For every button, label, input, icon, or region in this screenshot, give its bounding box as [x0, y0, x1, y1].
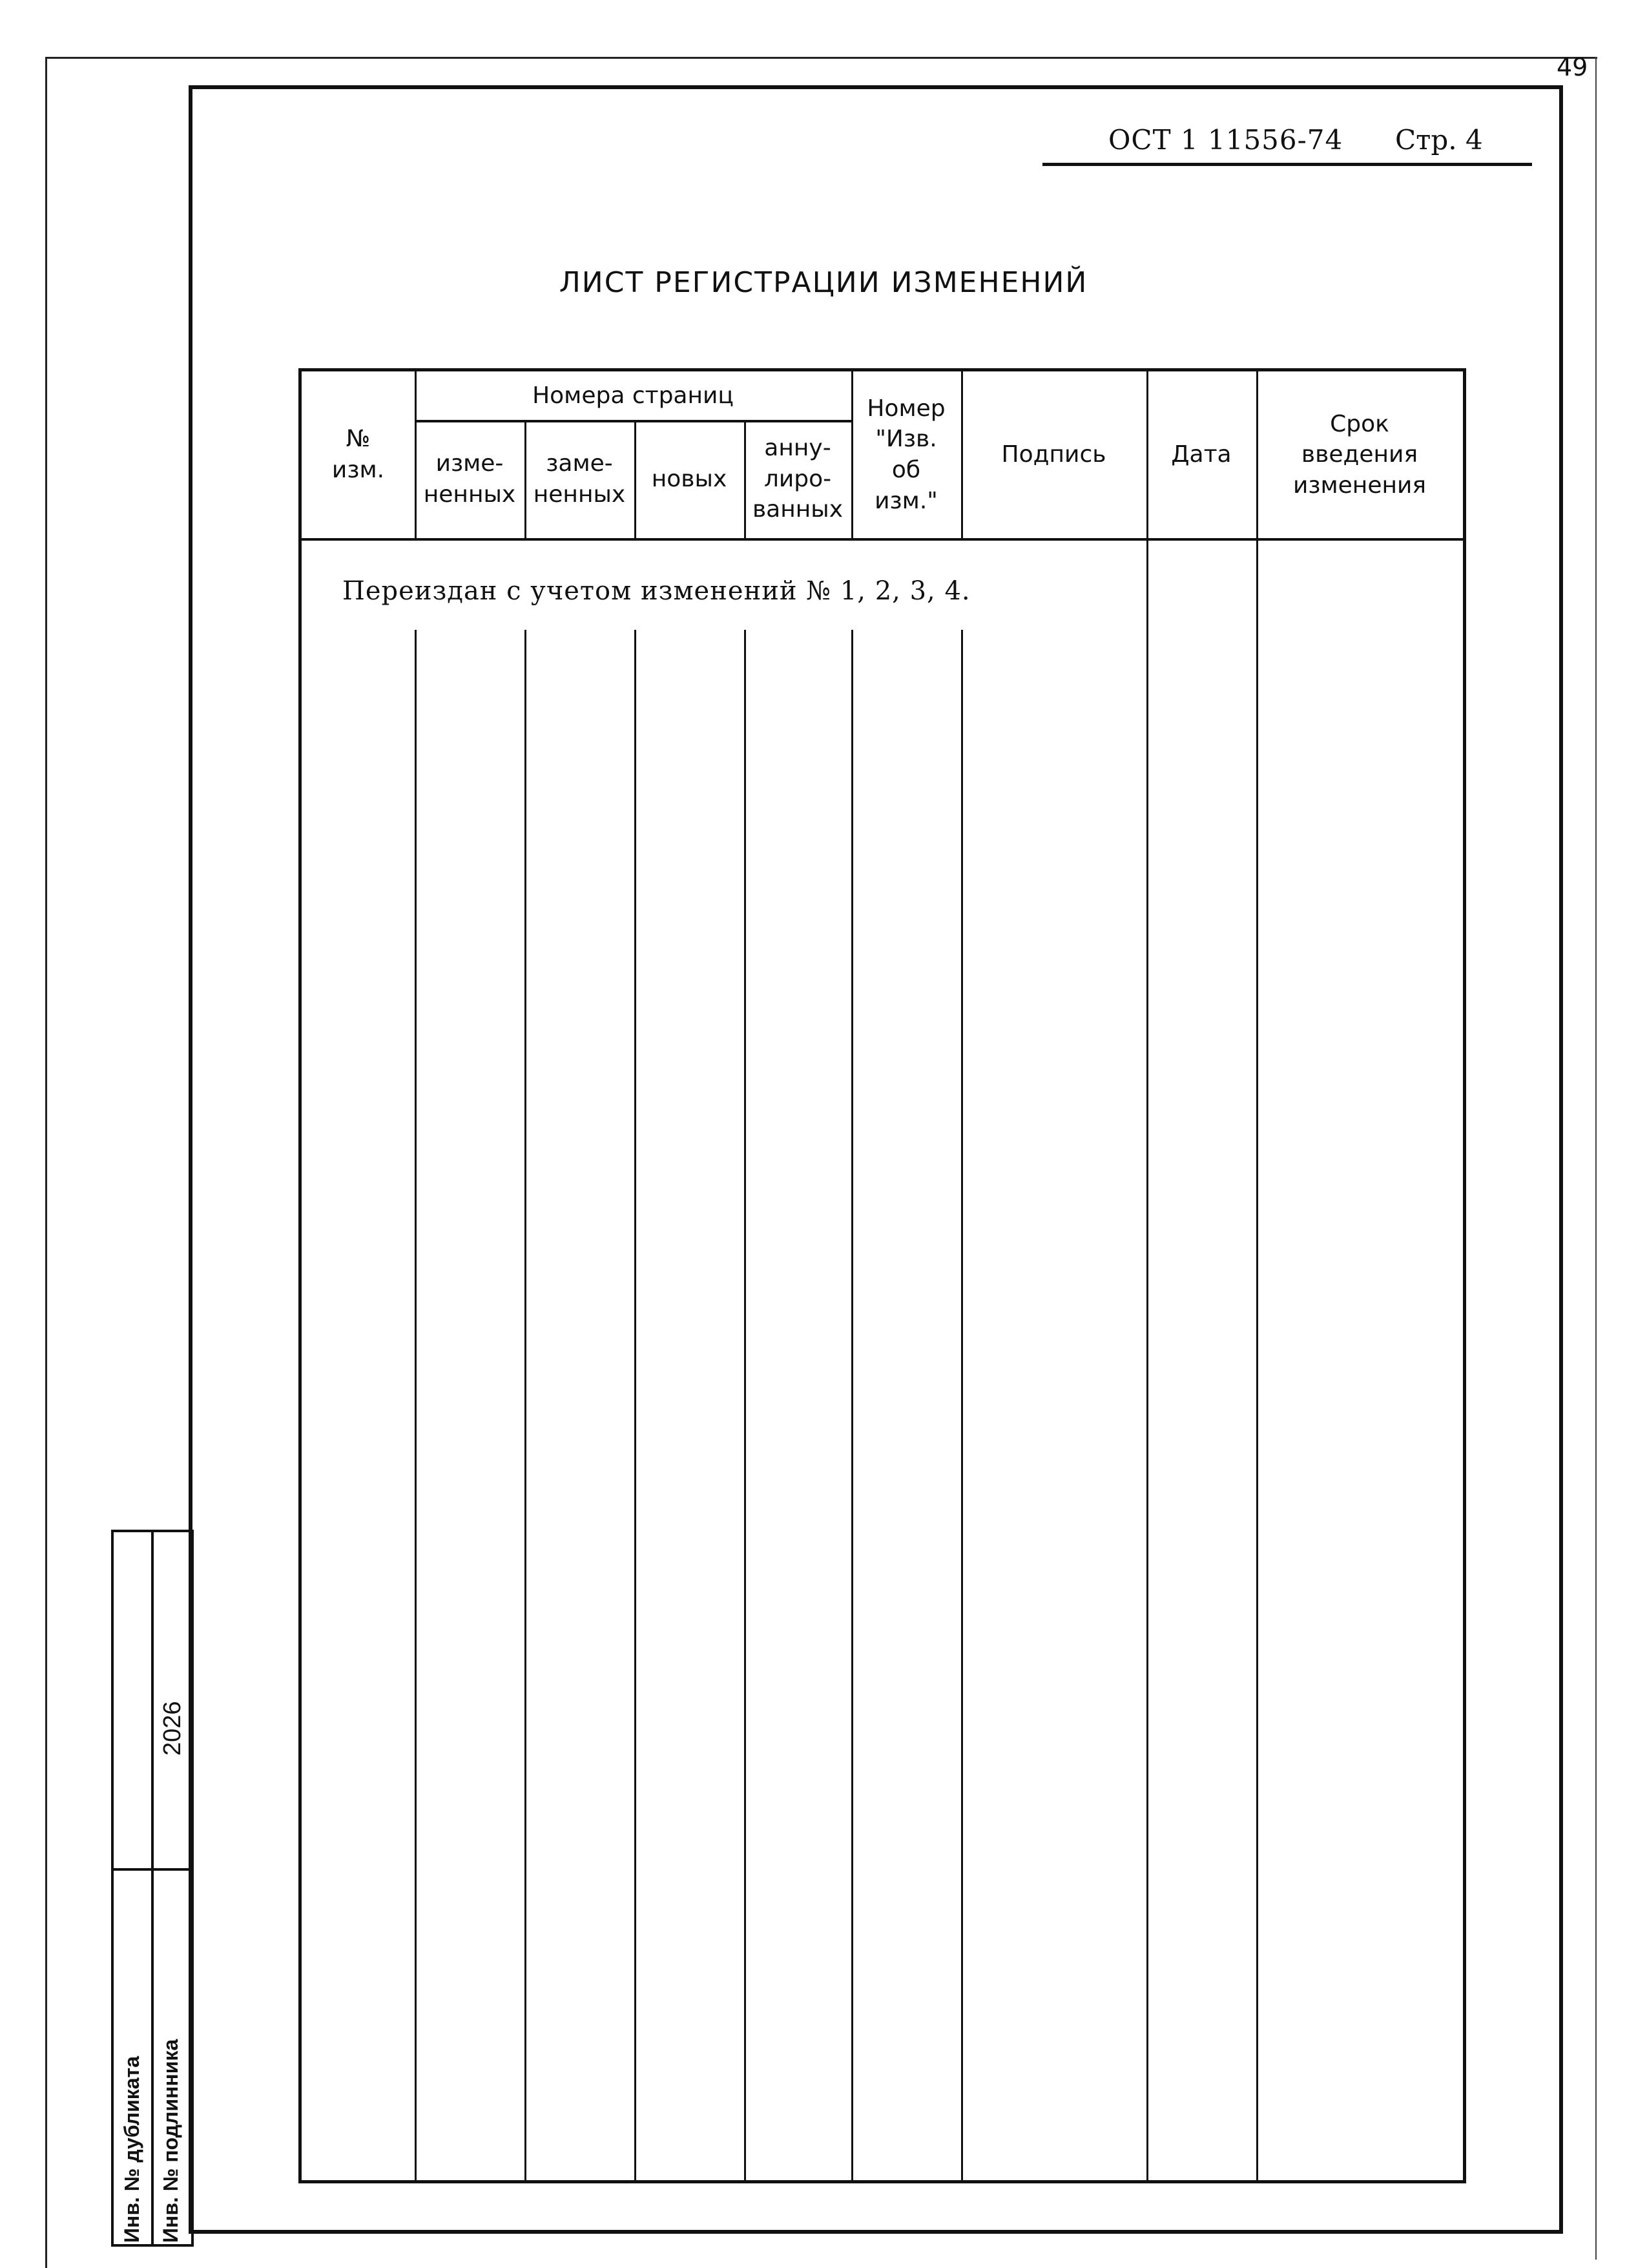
header-bottom-rule: [302, 538, 1463, 541]
inventory-stamp: [111, 1530, 194, 2247]
column-divider: [415, 630, 417, 2180]
change-registration-table: [298, 368, 1466, 2183]
header-date: Дата: [1171, 441, 1232, 468]
original-inventory-label: Инв. № подлинника: [159, 2039, 182, 2243]
header-change-number: № изм.: [331, 426, 385, 483]
column-divider: [1256, 371, 1258, 2180]
column-divider: [851, 630, 853, 2180]
document-code: ОСТ 1 11556-74: [1108, 124, 1343, 156]
page-number: 49: [1557, 53, 1588, 81]
header-signature: Подпись: [1001, 441, 1106, 468]
header-replaced-pages: заме- ненных: [533, 450, 626, 508]
header-page-numbers: Номера страниц: [532, 382, 734, 409]
sheet-right-edge: [1595, 57, 1597, 2260]
header-annulled-pages: анну- лиро- ванных: [752, 435, 844, 523]
stamp-row-divider: [114, 1868, 191, 1871]
header-rule: [1042, 163, 1532, 166]
column-divider: [744, 630, 746, 2180]
original-inventory-number: 2026: [159, 1701, 186, 1756]
header-deadline: Срок введения изменения: [1292, 410, 1427, 499]
column-divider: [961, 630, 963, 2180]
header-notice-number: Номер "Изв. об изм.": [867, 395, 946, 514]
stamp-column-divider: [151, 1532, 154, 2244]
duplicate-inventory-label: Инв. № дубликата: [120, 2055, 143, 2243]
sheet-title: ЛИСТ РЕГИСТРАЦИИ ИЗМЕНЕНИЙ: [559, 266, 1088, 299]
column-divider: [524, 630, 526, 2180]
reissue-note: Переиздан с учетом изменений № 1, 2, 3, 4.: [342, 576, 971, 606]
column-divider: [634, 630, 636, 2180]
header-changed-pages: изме- ненных: [423, 450, 516, 508]
header-new-pages: новых: [651, 465, 727, 492]
column-divider: [1146, 371, 1148, 2180]
page-label: Стр. 4: [1395, 124, 1483, 156]
